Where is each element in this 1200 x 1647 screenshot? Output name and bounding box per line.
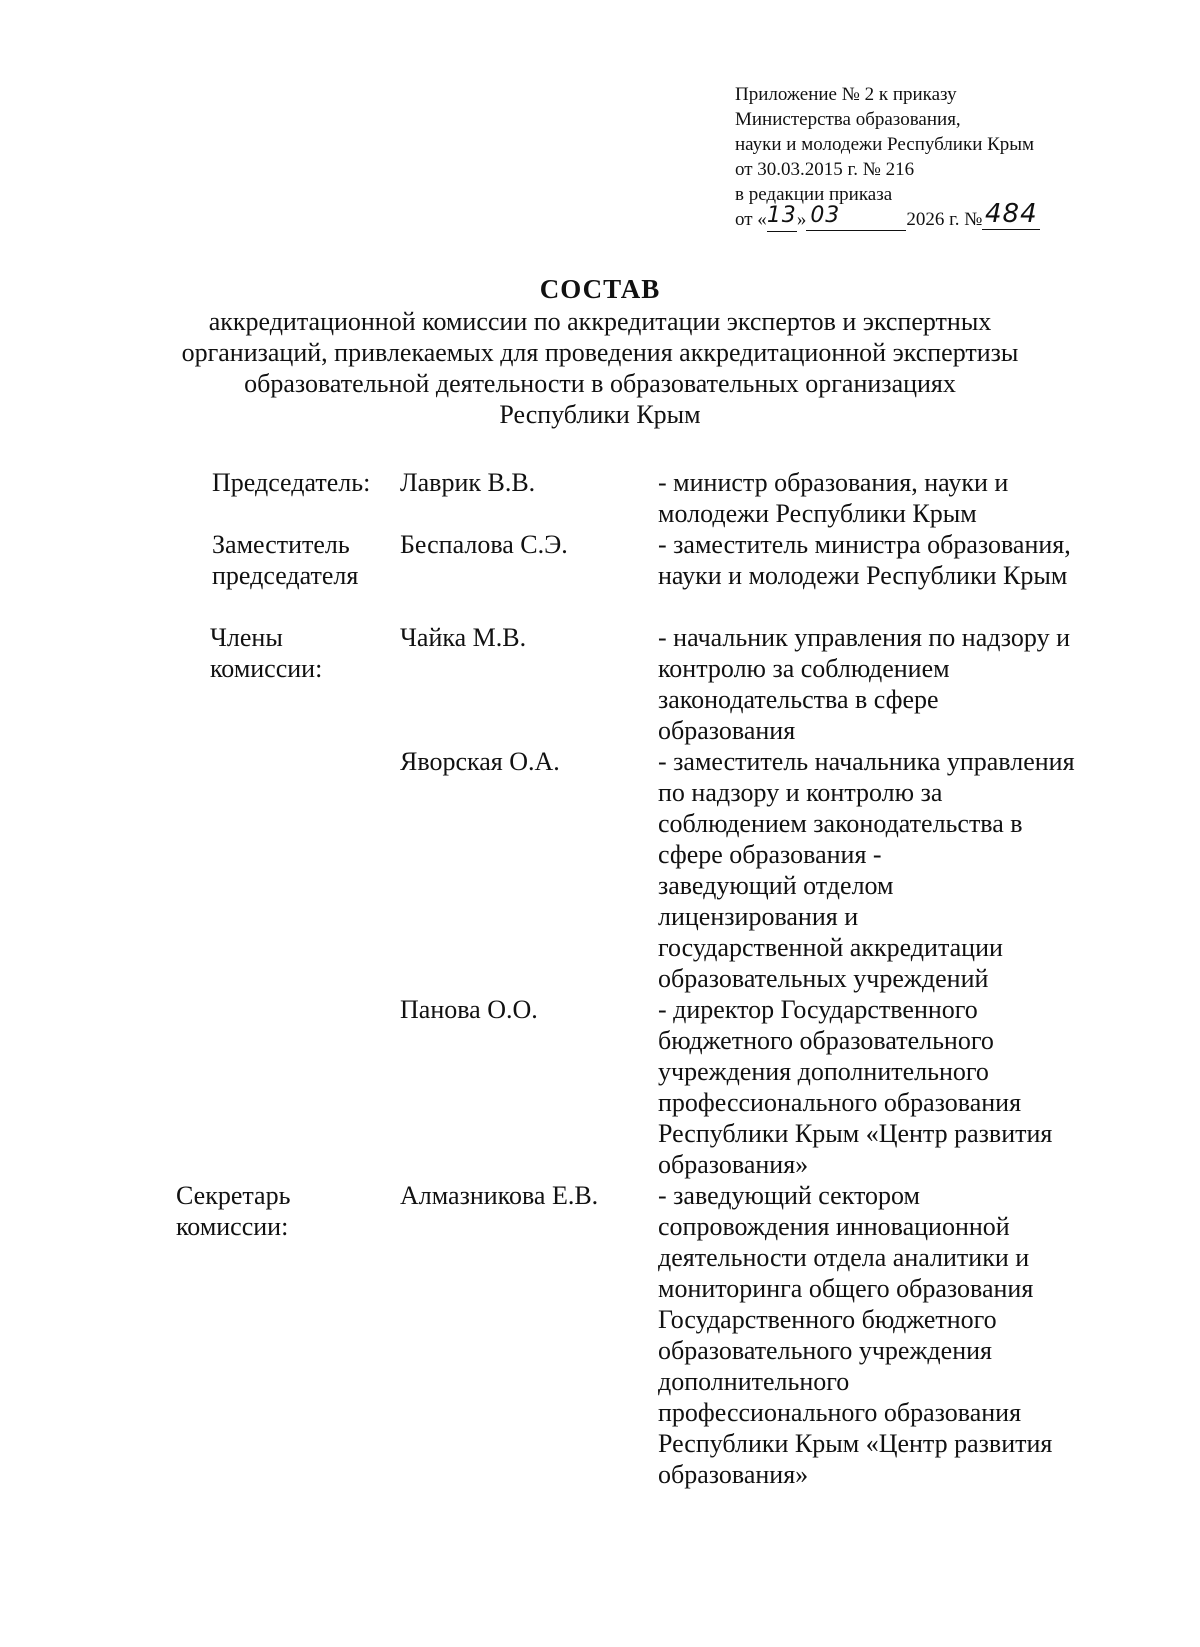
position-line: Республики Крым «Центр развития — [658, 1119, 1053, 1148]
date-year: 2026 г. № — [906, 209, 983, 230]
document-subtitle — [120, 306, 1080, 430]
document-title: СОСТАВ — [539, 274, 661, 304]
position-line: сфере образования - — [658, 840, 882, 869]
member-position — [658, 1180, 1098, 1490]
position-line: образования — [658, 716, 796, 745]
position-line: - министр образования, науки и — [658, 468, 1009, 497]
role-line: комиссии: — [210, 654, 323, 683]
member-position — [658, 467, 1098, 529]
role-line: Заместитель — [212, 530, 350, 559]
role-label — [212, 467, 370, 498]
roster-entry-chairman — [0, 467, 1200, 529]
position-line: образования» — [658, 1460, 809, 1489]
role-label — [212, 529, 358, 591]
position-line: бюджетного образовательного — [658, 1026, 994, 1055]
member-position — [658, 746, 1098, 994]
role-line: председателя — [212, 561, 359, 590]
position-line: сопровождения инновационной — [658, 1212, 1010, 1241]
position-line: деятельности отдела аналитики и — [658, 1243, 1030, 1272]
date-mid: » — [796, 209, 807, 230]
member-position — [658, 994, 1098, 1180]
member-name: Алмазникова Е.В. — [400, 1181, 599, 1210]
member-name: Чайка М.В. — [400, 623, 527, 652]
position-line: образовательных учреждений — [658, 964, 989, 993]
annex-line-2: Министерства образования, — [735, 109, 961, 130]
roster-entry-member — [0, 746, 1200, 994]
member-name: Панова О.О. — [400, 995, 538, 1024]
position-line: профессионального образования — [658, 1398, 1022, 1427]
position-line: - заведующий сектором — [658, 1181, 920, 1210]
position-line: заведующий отделом — [658, 871, 894, 900]
roster-entry-deputy — [0, 529, 1200, 591]
subtitle-line: Республики Крым — [499, 400, 701, 429]
position-line: Государственного бюджетного — [658, 1305, 997, 1334]
annex-line-3: науки и молодежи Республики Крым — [735, 134, 1035, 155]
role-line: комиссии: — [176, 1212, 289, 1241]
commission-roster — [0, 467, 1200, 1490]
annex-date-line — [735, 199, 1135, 232]
member-name: Беспалова С.Э. — [400, 530, 568, 559]
position-line: Республики Крым «Центр развития — [658, 1429, 1053, 1458]
position-line: законодательства в сфере — [658, 685, 939, 714]
date-month-field — [806, 203, 906, 231]
position-line: - начальник управления по надзору и — [658, 623, 1071, 652]
position-line: мониторинга общего образования — [658, 1274, 1034, 1303]
position-line: образовательного учреждения — [658, 1336, 992, 1365]
subtitle-line: аккредитационной комиссии по аккредитации экспертов и экспертных — [208, 307, 992, 336]
title-block — [120, 272, 1080, 430]
roster-entry-secretary — [0, 1180, 1200, 1490]
position-line: молодежи Республики Крым — [658, 499, 977, 528]
role-line: Члены — [210, 623, 283, 652]
position-line: контролю за соблюдением — [658, 654, 950, 683]
position-line: государственной аккредитации — [658, 933, 1003, 962]
position-line: учреждения дополнительного — [658, 1057, 989, 1086]
order-number-field — [982, 199, 1040, 230]
position-line: науки и молодежи Республики Крым — [658, 561, 1068, 590]
member-position — [658, 529, 1098, 591]
role-label — [210, 622, 322, 684]
position-line: дополнительного — [658, 1367, 850, 1396]
position-line: соблюдением законодательства в — [658, 809, 1023, 838]
roster-entry-member — [0, 994, 1200, 1180]
role-line: Председатель: — [212, 468, 371, 497]
member-position — [658, 622, 1098, 746]
position-line: - заместитель начальника управления — [658, 747, 1075, 776]
order-number-handwritten: 484 — [985, 199, 1038, 229]
date-day-field — [766, 203, 797, 232]
position-line: лицензирования и — [658, 902, 859, 931]
position-line: образования» — [658, 1150, 809, 1179]
position-line: профессионального образования — [658, 1088, 1022, 1117]
annex-line-1: Приложение № 2 к приказу — [735, 84, 957, 105]
date-prefix: от « — [735, 209, 767, 230]
roster-entry-member — [0, 622, 1200, 746]
position-line: - заместитель министра образования, — [658, 530, 1071, 559]
subtitle-line: образовательной деятельности в образовательных организациях — [244, 369, 956, 398]
annex-line-4: от 30.03.2015 г. № 216 — [735, 159, 915, 180]
member-name: Яворская О.А. — [400, 747, 560, 776]
annex-line-5: в редакции приказа — [735, 184, 893, 205]
date-day-handwritten: 13 — [766, 203, 797, 228]
date-month-handwritten: 03 — [810, 203, 841, 228]
position-line: - директор Государственного — [658, 995, 978, 1024]
role-label — [176, 1180, 290, 1242]
subtitle-line: организаций, привлекаемых для проведения аккредитационной экспертизы — [181, 338, 1019, 367]
role-line: Секретарь — [176, 1181, 291, 1210]
annex-header — [735, 82, 1135, 232]
position-line: по надзору и контролю за — [658, 778, 943, 807]
member-name: Лаврик В.В. — [400, 468, 536, 497]
